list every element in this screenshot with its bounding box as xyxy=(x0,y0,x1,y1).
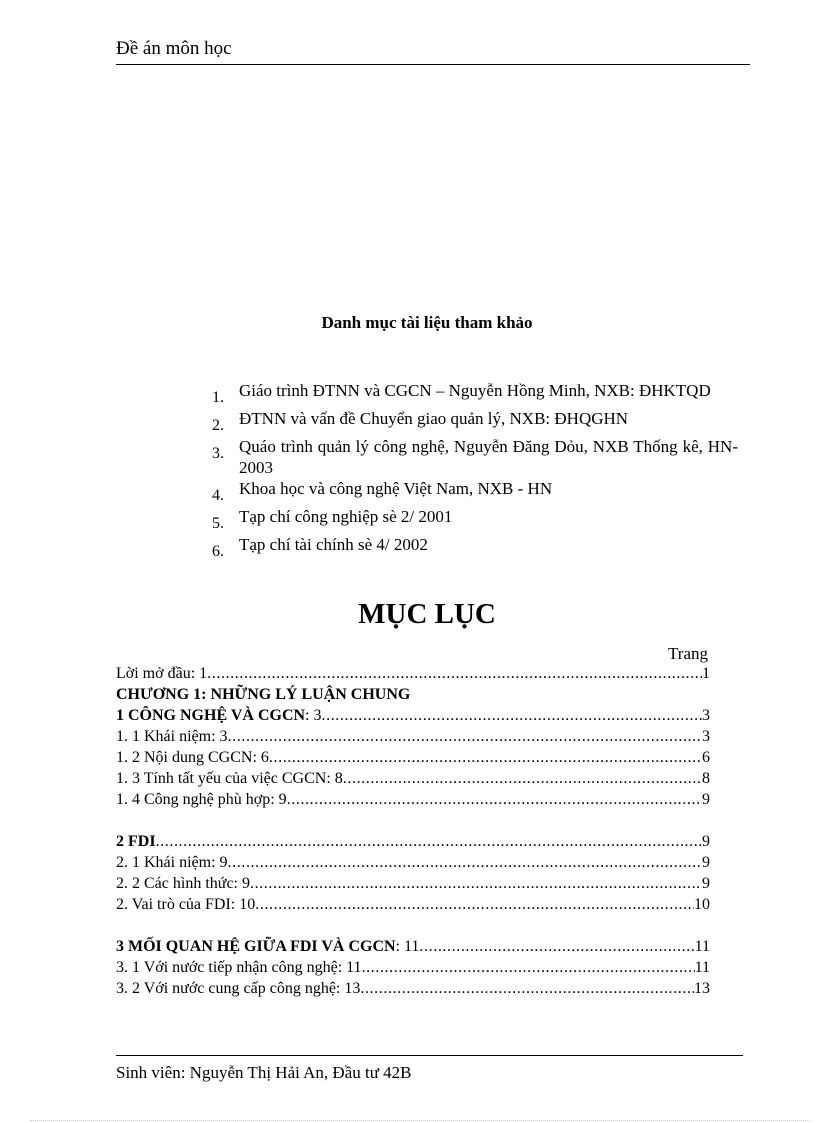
toc-entry-label xyxy=(116,875,250,893)
toc-entry-heading: 3 MỐI QUAN HỆ GIỮA FDI VÀ CGCN xyxy=(116,938,396,955)
toc-entry-label xyxy=(116,854,228,872)
toc-entry-page: 3 xyxy=(702,728,710,745)
toc-entry-text: Lời mở đầu: 1 xyxy=(116,665,208,682)
toc-entry-text: 2. 1 Khái niệm: 9 xyxy=(116,854,228,871)
page-bottom-dotted-edge xyxy=(30,1120,810,1121)
toc-entry-label xyxy=(116,728,228,746)
reference-text: Quáo trình quản lý công nghệ, Nguyễn Đăng Dỏu, NXB Thống kê, HN- 2003 xyxy=(239,437,738,477)
reference-number: 1. xyxy=(212,389,224,406)
toc-entry-page: 10 xyxy=(694,896,710,913)
toc-dot-leader xyxy=(322,707,703,725)
toc-row xyxy=(116,854,710,875)
toc-entry-text: : 11 xyxy=(395,938,420,955)
toc-row xyxy=(116,791,710,812)
reference-item xyxy=(212,380,738,408)
toc-entry-page: 9 xyxy=(702,791,710,808)
toc-entry-text: 3. 1 Với nước tiếp nhận công nghệ: 11 xyxy=(116,959,362,976)
footer-divider xyxy=(116,1055,743,1056)
toc-dot-leader xyxy=(362,959,695,977)
reference-text: Tạp chí công nghiệp sè 2/ 2001 xyxy=(239,507,453,526)
toc-entry-text: 2. 2 Các hình thức: 9 xyxy=(116,875,250,892)
toc-entry-label xyxy=(116,980,360,998)
toc-dot-leader xyxy=(269,749,702,767)
toc-dot-leader xyxy=(207,665,702,683)
reference-item xyxy=(212,478,738,506)
toc-entry-text: 1. 1 Khái niệm: 3 xyxy=(116,728,228,745)
toc-page-heading: Trang xyxy=(668,644,708,663)
toc-entry-page: 11 xyxy=(694,938,710,955)
toc-row xyxy=(116,749,710,770)
reference-number: 6. xyxy=(212,543,224,560)
toc-entry-label xyxy=(116,938,419,956)
reference-number: 3. xyxy=(212,445,224,462)
toc-dot-leader xyxy=(250,875,702,893)
toc-entry-text: 1. 4 Công nghệ phù hợp: 9 xyxy=(116,791,287,808)
toc-entry-label xyxy=(116,707,322,725)
toc-entry-page: 13 xyxy=(694,980,710,997)
toc-dot-leader xyxy=(255,896,694,914)
reference-number: 2. xyxy=(212,417,224,434)
toc-entry-page: 1 xyxy=(702,665,710,682)
references-title: Danh mục tài liệu tham khảo xyxy=(321,313,533,332)
toc-entry-label xyxy=(116,749,269,767)
reference-item xyxy=(212,436,738,478)
page-header-title: Đề án môn học xyxy=(116,38,232,59)
reference-text: Tạp chí tài chính sè 4/ 2002 xyxy=(239,535,428,554)
toc-title: MỤC LỤC xyxy=(358,598,496,630)
toc-entry-label xyxy=(116,791,287,809)
toc-entry-page: 11 xyxy=(694,959,710,976)
toc-entry-heading: 1 CÔNG NGHỆ VÀ CGCN xyxy=(116,707,306,724)
reference-text: Khoa học và công nghệ Việt Nam, NXB - HN xyxy=(239,479,553,498)
toc-entry-text: 1. 3 Tính tất yếu của việc CGCN: 8 xyxy=(116,770,343,787)
toc-entry-heading: 2 FDI xyxy=(116,833,156,850)
toc-entry-text: 2. Vai trò của FDI: 10 xyxy=(116,896,256,913)
toc-entry-heading: CHƯƠNG 1: NHỮNG LÝ LUẬN CHUNG xyxy=(116,686,411,703)
reference-text: Giáo trình ĐTNN và CGCN – Nguyễn Hồng Minh, NXB: ĐHKTQD xyxy=(239,381,711,400)
toc-row xyxy=(116,707,710,728)
toc-row xyxy=(116,833,710,854)
toc-entry-page: 8 xyxy=(702,770,710,787)
toc-row xyxy=(116,728,710,749)
toc-entry-label xyxy=(116,770,343,788)
toc-dot-leader xyxy=(228,728,702,746)
header-divider xyxy=(116,64,750,65)
toc-entry-page: 9 xyxy=(702,875,710,892)
reference-item xyxy=(212,534,738,562)
page-footer-author: Sinh viên: Nguyễn Thị Hải An, Đầu tư 42B xyxy=(116,1063,412,1082)
toc-row xyxy=(116,875,710,896)
toc-entry-label xyxy=(116,959,362,977)
toc-dot-leader xyxy=(343,770,702,788)
toc-dot-leader xyxy=(419,938,694,956)
toc-entry-text: : 3 xyxy=(305,707,322,724)
toc-entry-text: 3. 2 Với nước cung cấp công nghệ: 13 xyxy=(116,980,361,997)
toc-entry-page: 9 xyxy=(702,854,710,871)
toc-entry-label xyxy=(116,665,207,683)
toc-dot-leader xyxy=(360,980,694,998)
reference-text: ĐTNN và vấn đề Chuyển giao quản lý, NXB: ĐHQGHN xyxy=(239,409,629,428)
toc-row xyxy=(116,980,710,1001)
table-of-contents xyxy=(116,665,710,1001)
toc-entry-text: 1. 2 Nội dung CGCN: 6 xyxy=(116,749,269,766)
references-list xyxy=(212,380,738,562)
toc-entry-page: 3 xyxy=(702,707,710,724)
reference-item xyxy=(212,506,738,534)
reference-item xyxy=(212,408,738,436)
reference-number: 4. xyxy=(212,487,224,504)
toc-entry-label xyxy=(116,686,410,704)
toc-row xyxy=(116,665,710,686)
toc-row xyxy=(116,896,710,917)
toc-entry-label xyxy=(116,833,156,851)
toc-entry-page: 6 xyxy=(702,749,710,766)
toc-row xyxy=(116,686,710,707)
toc-entry-label xyxy=(116,896,255,914)
toc-row xyxy=(116,938,710,959)
toc-dot-leader xyxy=(287,791,702,809)
toc-row xyxy=(116,959,710,980)
toc-dot-leader xyxy=(156,833,702,851)
reference-number: 5. xyxy=(212,515,224,532)
toc-dot-leader xyxy=(228,854,702,872)
toc-entry-page: 9 xyxy=(702,833,710,850)
toc-row xyxy=(116,770,710,791)
